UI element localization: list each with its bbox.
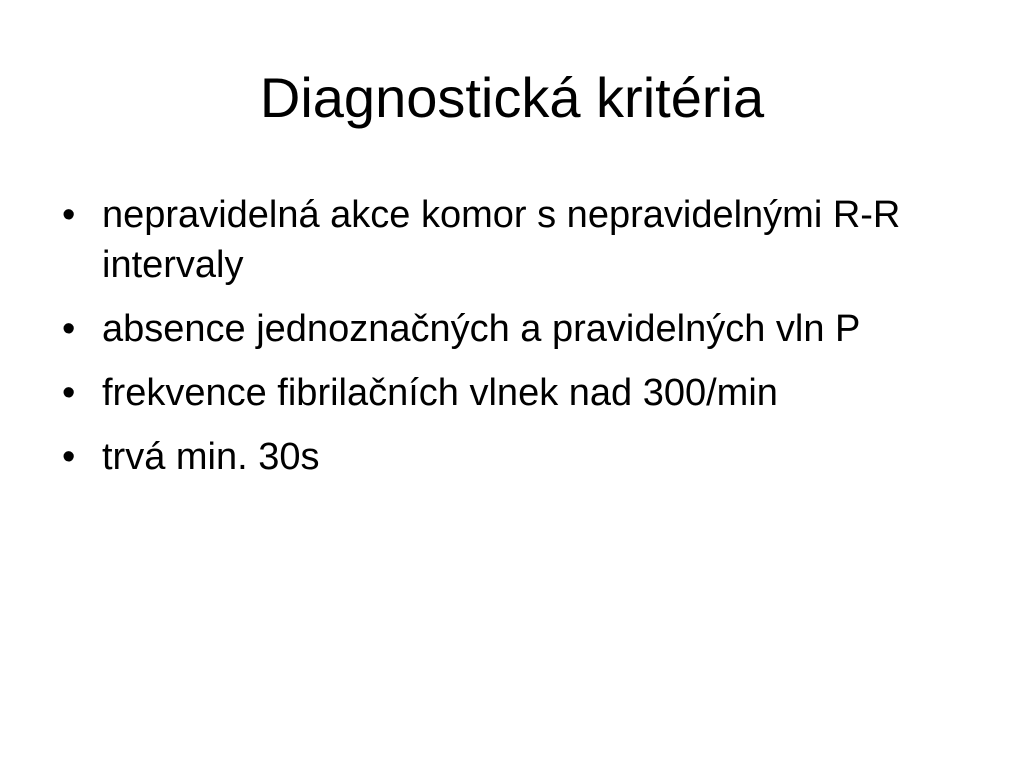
bullet-item-irregular-rhythm <box>58 190 988 290</box>
bullet-item-fibrillation-frequency <box>58 368 988 418</box>
bullet-list <box>58 190 988 496</box>
bullet-icon: • <box>62 436 76 478</box>
bullet-item-absence-p-waves <box>58 304 988 354</box>
bullet-icon: • <box>62 194 76 236</box>
bullet-text: frekvence fibrilačních vlnek nad 300/min <box>102 372 778 414</box>
slide-title: Diagnostická kritéria <box>259 66 765 129</box>
bullet-icon: • <box>62 372 76 414</box>
bullet-text: nepravidelná akce komor s nepravidelnými R-R intervaly <box>102 194 901 286</box>
bullet-icon: • <box>62 308 76 350</box>
bullet-text: absence jednoznačných a pravidelných vln P <box>102 308 861 350</box>
bullet-text: trvá min. 30s <box>102 436 320 478</box>
bullet-item-duration <box>58 432 988 482</box>
